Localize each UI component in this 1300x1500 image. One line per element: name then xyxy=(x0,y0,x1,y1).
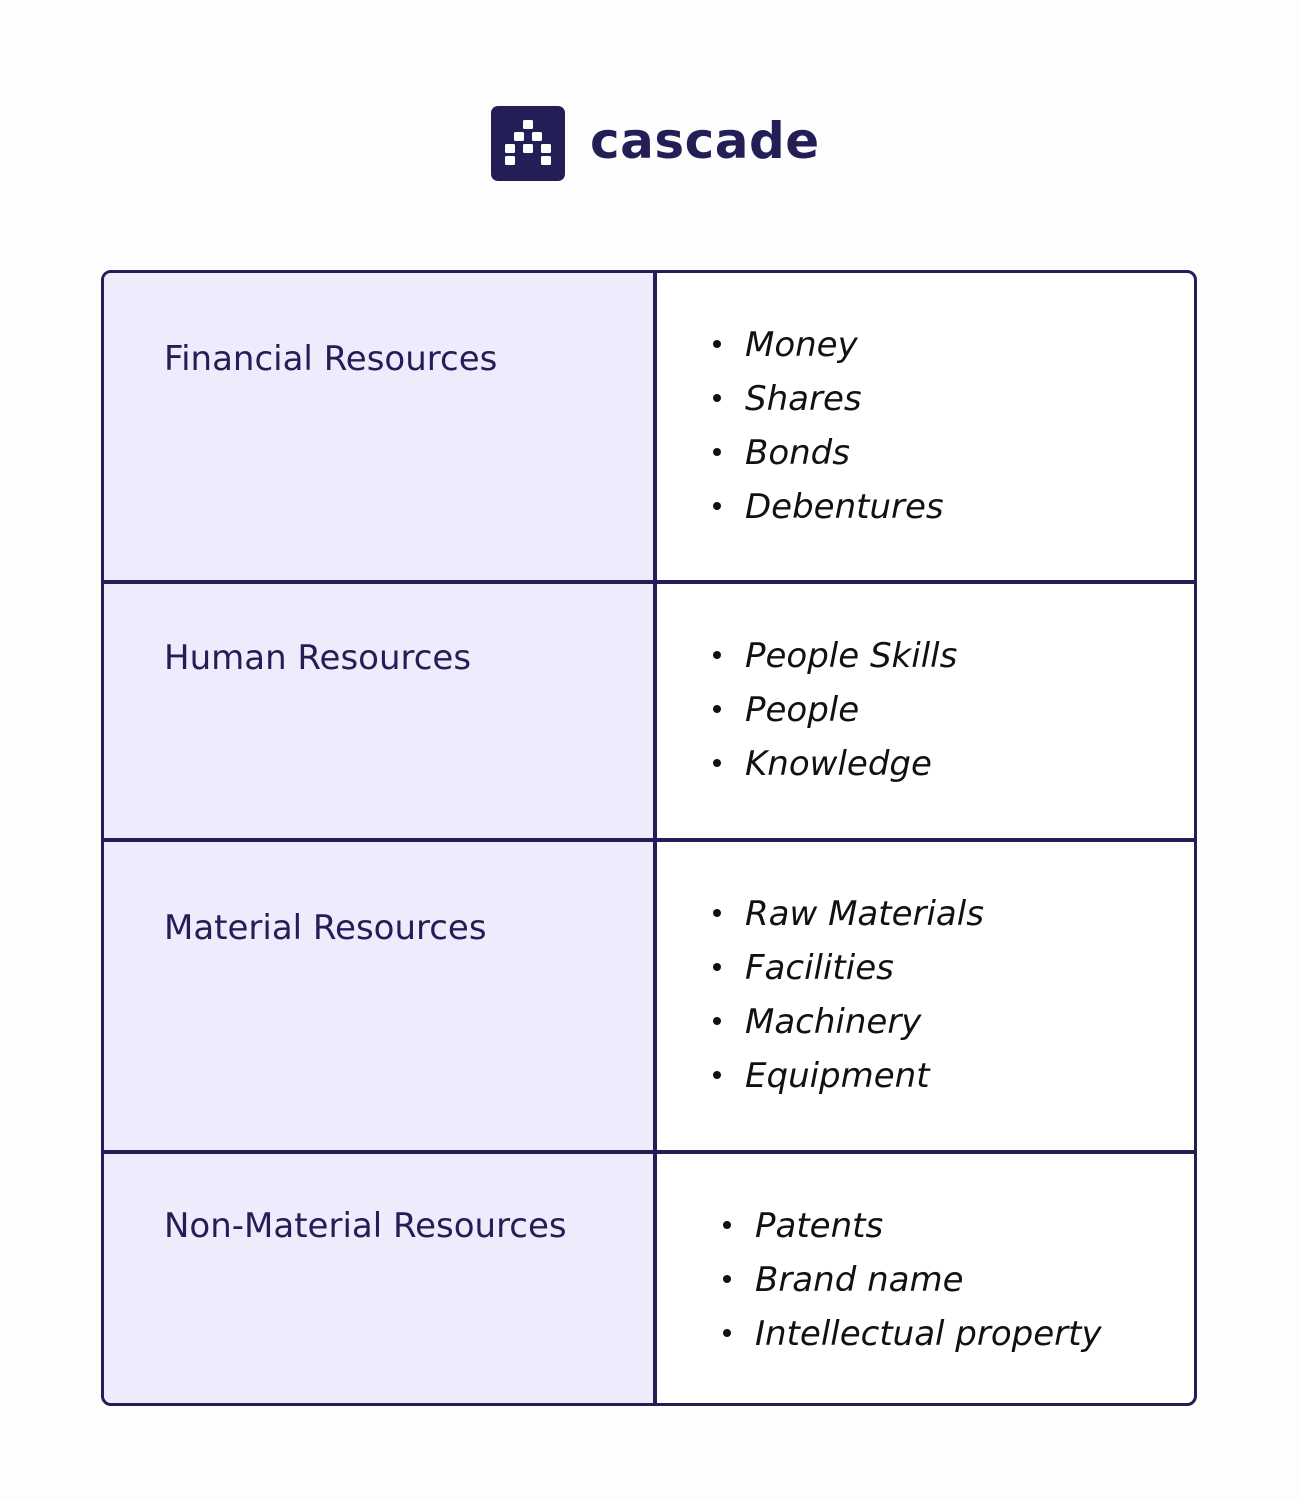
list-item: Facilities xyxy=(713,948,894,988)
bullet-icon xyxy=(723,1275,731,1283)
bullet-icon xyxy=(713,759,721,767)
list-item: Raw Materials xyxy=(713,894,984,934)
list-item: Brand name xyxy=(723,1260,964,1300)
category-cell xyxy=(104,842,657,1150)
list-item: Knowledge xyxy=(713,744,932,784)
list-item: Debentures xyxy=(713,487,944,527)
bullet-icon xyxy=(713,448,721,456)
resources-table xyxy=(101,270,1197,1406)
list-item: Patents xyxy=(723,1206,883,1246)
brand-header xyxy=(491,105,820,181)
list-item: People Skills xyxy=(713,636,957,676)
brand-name: cascade xyxy=(590,112,820,170)
cascade-logo-icon xyxy=(491,106,565,181)
list-item: Machinery xyxy=(713,1002,921,1042)
category-cell xyxy=(104,584,657,838)
table-row xyxy=(104,273,1194,580)
items-cell xyxy=(657,273,1194,580)
bullet-icon xyxy=(713,963,721,971)
category-label: Non-Material Resources xyxy=(164,1206,567,1246)
list-item: Equipment xyxy=(713,1056,930,1096)
category-label: Material Resources xyxy=(164,908,487,948)
category-cell xyxy=(104,273,657,580)
list-item: Bonds xyxy=(713,433,850,473)
category-cell xyxy=(104,1154,657,1403)
bullet-icon xyxy=(713,502,721,510)
list-item: Money xyxy=(713,325,858,365)
bullet-icon xyxy=(713,340,721,348)
table-row xyxy=(104,580,1194,838)
bullet-icon xyxy=(723,1221,731,1229)
list-item: People xyxy=(713,690,859,730)
table-row xyxy=(104,1150,1194,1403)
category-label: Financial Resources xyxy=(164,339,498,379)
items-cell xyxy=(657,584,1194,838)
list-item: Intellectual property xyxy=(723,1314,1102,1354)
bullet-icon xyxy=(713,705,721,713)
bullet-icon xyxy=(713,909,721,917)
table-row xyxy=(104,838,1194,1150)
bullet-icon xyxy=(723,1329,731,1337)
items-cell xyxy=(657,1154,1194,1403)
bullet-icon xyxy=(713,1071,721,1079)
bullet-icon xyxy=(713,651,721,659)
items-cell xyxy=(657,842,1194,1150)
bullet-icon xyxy=(713,1017,721,1025)
list-item: Shares xyxy=(713,379,862,419)
bullet-icon xyxy=(713,394,721,402)
category-label: Human Resources xyxy=(164,638,472,678)
